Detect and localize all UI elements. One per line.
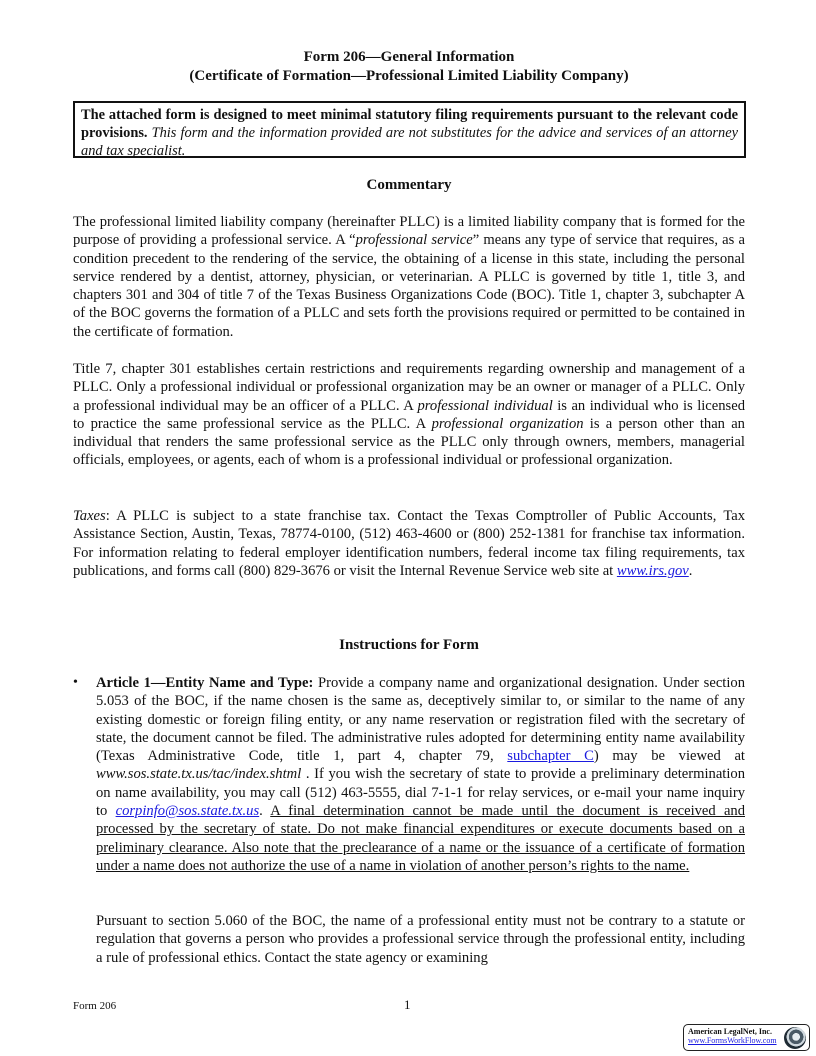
article-1-title: Article 1—Entity Name and Type: — [96, 675, 314, 691]
footer-page-number: 1 — [404, 997, 411, 1012]
text-run: . — [688, 562, 693, 579]
notice-bold-text: The attached form is designed to meet minimal statutory filing requirements pursuant to the relevant code provisions. — [81, 107, 738, 142]
article-1-body — [96, 674, 745, 875]
disclaimer-notice-box — [73, 101, 746, 158]
globe-logo-icon — [784, 1027, 806, 1049]
american-legalnet-badge[interactable] — [683, 1024, 810, 1051]
text-run: The professional limited liability company (hereinafter PLLC) is a limited liability company that is formed for the purpose of providing a professional service. A “ — [73, 214, 745, 249]
text-run: . If you wish the secretary of state to provide a preliminary determination on name availability, you may call (512) 463-5555, dial 7-1-1 for relay services, or e-mail your name inquiry to — [96, 766, 745, 820]
brand-website-link[interactable]: www.FormsWorkFlow.com — [688, 1036, 777, 1045]
text-run: Provide a company name and organizational designation. Under section 5.053 of the BOC, if the name chosen is the same as, deceptively similar to, or similar to the name of any existing domestic or foreign filing entity, or any name reservation or registration filed with the secretary of state, the document cannot be filed. The administrative rules adopted for determining entity name availability (Texas Administrative Code, title 1, part 4, chapter 79, — [96, 675, 746, 765]
irs-website-link[interactable]: www.irs.gov — [616, 562, 689, 579]
commentary-paragraph-1 — [73, 213, 745, 341]
text-run: ) may be viewed at — [593, 748, 745, 765]
text-run: Title 7, chapter 301 establishes certain restrictions and requirements regarding ownership and management of a PLLC. Only a professional individual or professional organization may be an owner or manager of a PLLC. Only a professional individual may be an officer of a PLLC. A — [73, 361, 745, 414]
text-run: is an individual who is licensed to practice the same professional service as the PLLC. A — [73, 397, 746, 432]
commentary-paragraph-taxes — [73, 507, 745, 580]
notice-italic-text: This form and the information provided are not substitutes for the advice and services of an attorney and tax specialist. — [81, 125, 738, 160]
taxes-label: Taxes — [73, 508, 106, 524]
subchapter-c-link[interactable]: subchapter C — [507, 748, 594, 765]
document-subtitle: (Certificate of Formation—Professional Limited Liability Company) — [189, 67, 629, 84]
corpinfo-email-link[interactable]: corpinfo@sos.state.tx.us — [115, 803, 260, 820]
text-run: . — [259, 803, 271, 820]
commentary-paragraph-2 — [73, 360, 745, 470]
footer-form-label: Form 206 — [73, 1000, 117, 1012]
article-1-followup-paragraph: Pursuant to section 5.060 of the BOC, the name of a professional entity must not be contrary to a statute or regulation that governs a person who provides a professional service through the professional entity, including a rule of professional ethics. Contact the state agency or examining — [96, 913, 745, 966]
text-run: is a person other than an individual that renders the same professional service as the PLLC only through owners, members, managerial officials, employees, or agents, each of whom is a professional individual or professional organization. — [73, 415, 745, 469]
bullet-icon: • — [73, 675, 78, 690]
document-title: Form 206—General Information — [303, 49, 515, 65]
sos-tac-url: www.sos.state.tx.us/tac/index.shtml — [96, 766, 302, 783]
commentary-heading: Commentary — [366, 177, 452, 193]
instructions-heading: Instructions for Form — [339, 637, 479, 653]
term-professional-organization: professional organization — [431, 415, 584, 432]
term-professional-individual: professional individual — [417, 397, 553, 414]
final-determination-warning: A final determination cannot be made until the document is received and processed by the secretary of state. Do not make financial expenditures or execute documents based on a preliminary clearance. Also note that the preclearance of a name or the issuance of a certificate of formation under a name does not authorize the use of a name in violation of another person’s rights to the name. — [96, 803, 746, 874]
text-run: : A PLLC is subject to a state franchise tax. Contact the Texas Comptroller of Public Accounts, Tax Assistance Section, Austin, Texas, 78774-0100, (512) 463-4600 or (800) 252-1381 for franchise tax information. For information relating to federal employer identification numbers, federal income tax filing requirements, tax publications, and forms call (800) 829-3676 or visit the Internal Revenue Service web site at — [73, 508, 745, 579]
text-run: ” means any type of service that requires, as a condition precedent to the rendering of the service, the obtaining of a license in this state, including the personal service rendered by a dentist, attorney, physician, or veterinarian. A PLLC is governed by title 1, title 3, and chapters 301 and 304 of title 7 of the Texas Business Organizations Code (BOC). Title 1, chapter 3, subchapter A of the BOC governs the formation of a PLLC and sets forth the provisions required or permitted to be contained in the certificate of formation. — [73, 232, 745, 340]
term-professional-service: professional service — [355, 232, 473, 249]
brand-company-name: American LegalNet, Inc. — [688, 1027, 772, 1036]
document-title-block — [73, 48, 745, 85]
